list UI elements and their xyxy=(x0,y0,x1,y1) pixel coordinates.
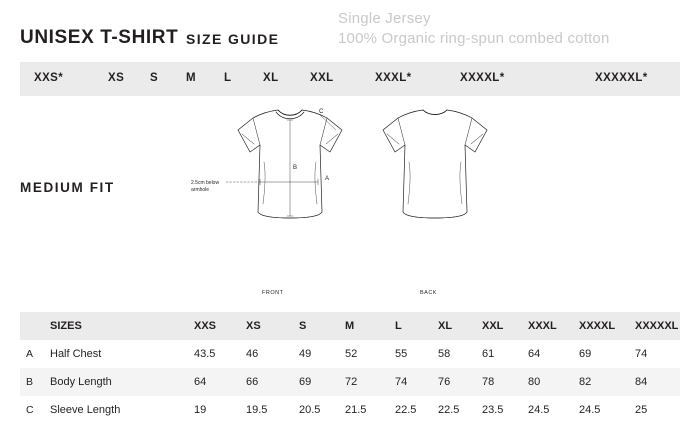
size-bar-item-xs: XS xyxy=(108,72,125,84)
back-caption: BACK xyxy=(420,290,437,296)
cell-l: 22.5 xyxy=(395,404,417,416)
cell-xs: 19.5 xyxy=(246,404,268,416)
col-header-l: L xyxy=(395,320,402,332)
cell-m: 21.5 xyxy=(345,404,367,416)
cell-l: 74 xyxy=(395,376,408,388)
cell-xxxl: 80 xyxy=(528,376,541,388)
cell-s: 69 xyxy=(299,376,312,388)
cell-xxl: 78 xyxy=(482,376,495,388)
tshirt-illustration xyxy=(190,104,510,304)
page-title: UNISEX T-SHIRT xyxy=(20,27,179,48)
cell-m: 52 xyxy=(345,348,358,360)
cell-xl: 22.5 xyxy=(438,404,460,416)
cell-xxxl: 24.5 xyxy=(528,404,550,416)
size-bar-item-l: L xyxy=(224,72,232,84)
tshirt-back-drawing xyxy=(383,110,487,218)
table-header-row xyxy=(20,312,680,340)
front-caption: FRONT xyxy=(262,290,284,296)
row-letter: C xyxy=(26,404,34,416)
cell-xl: 58 xyxy=(438,348,451,360)
page-header xyxy=(0,0,700,56)
cell-m: 72 xyxy=(345,376,358,388)
cell-xxs: 64 xyxy=(194,376,207,388)
cell-l: 55 xyxy=(395,348,408,360)
size-bar-item-xxxxxl: XXXXXL* xyxy=(595,72,648,84)
row-letter: B xyxy=(26,376,34,388)
col-header-xxxl: XXXL xyxy=(528,320,557,332)
cell-xl: 76 xyxy=(438,376,451,388)
table-row xyxy=(20,396,680,424)
col-header-sizes: SIZES xyxy=(50,320,82,332)
cell-s: 49 xyxy=(299,348,312,360)
row-label: Body Length xyxy=(50,376,112,388)
table-row xyxy=(20,340,680,368)
cell-xxs: 43.5 xyxy=(194,348,216,360)
row-letter: A xyxy=(26,348,34,360)
col-header-s: S xyxy=(299,320,307,332)
size-bar-item-s: S xyxy=(150,72,159,84)
marker-a-label: A xyxy=(325,176,330,182)
page-subtitle: SIZE GUIDE xyxy=(186,31,280,47)
cell-xxxxl: 82 xyxy=(579,376,592,388)
cell-xxl: 61 xyxy=(482,348,495,360)
cell-xxxl: 64 xyxy=(528,348,541,360)
cell-xxxxxl: 84 xyxy=(635,376,648,388)
armhole-note: 2.5cm below armhole xyxy=(191,180,220,193)
col-header-xxs: XXS xyxy=(194,320,217,332)
col-header-xxxxxl: XXXXXL xyxy=(635,320,679,332)
fabric-line-1: Single Jersey xyxy=(338,10,431,27)
size-bar-item-xxl: XXL xyxy=(310,72,334,84)
cell-xxs: 19 xyxy=(194,404,207,416)
cell-xs: 66 xyxy=(246,376,259,388)
fit-label: MEDIUM FIT xyxy=(20,180,115,195)
cell-xxxxl: 24.5 xyxy=(579,404,601,416)
size-bar-item-m: M xyxy=(186,72,196,84)
size-bar-item-xxxl: XXXL* xyxy=(375,72,412,84)
table-row xyxy=(20,368,680,396)
size-bar-item-xxs: XXS* xyxy=(34,72,64,84)
row-label: Half Chest xyxy=(50,348,102,360)
measurements-table xyxy=(20,312,680,424)
col-header-xl: XL xyxy=(438,320,453,332)
row-label: Sleeve Length xyxy=(50,404,121,416)
cell-xxl: 23.5 xyxy=(482,404,504,416)
col-header-xxxxl: XXXXL xyxy=(579,320,616,332)
cell-xs: 46 xyxy=(246,348,259,360)
col-header-xs: XS xyxy=(246,320,261,332)
size-bar xyxy=(20,62,680,96)
col-header-m: M xyxy=(345,320,355,332)
size-bar-item-xxxxl: XXXXL* xyxy=(460,72,505,84)
size-bar-item-xl: XL xyxy=(263,72,279,84)
cell-s: 20.5 xyxy=(299,404,321,416)
col-header-xxl: XXL xyxy=(482,320,504,332)
marker-c-label: C xyxy=(319,109,324,115)
cell-xxxxl: 69 xyxy=(579,348,592,360)
cell-xxxxxl: 25 xyxy=(635,404,648,416)
marker-b-label: B xyxy=(293,165,298,171)
fabric-line-2: 100% Organic ring-spun combed cotton xyxy=(338,30,610,47)
cell-xxxxxl: 74 xyxy=(635,348,648,360)
